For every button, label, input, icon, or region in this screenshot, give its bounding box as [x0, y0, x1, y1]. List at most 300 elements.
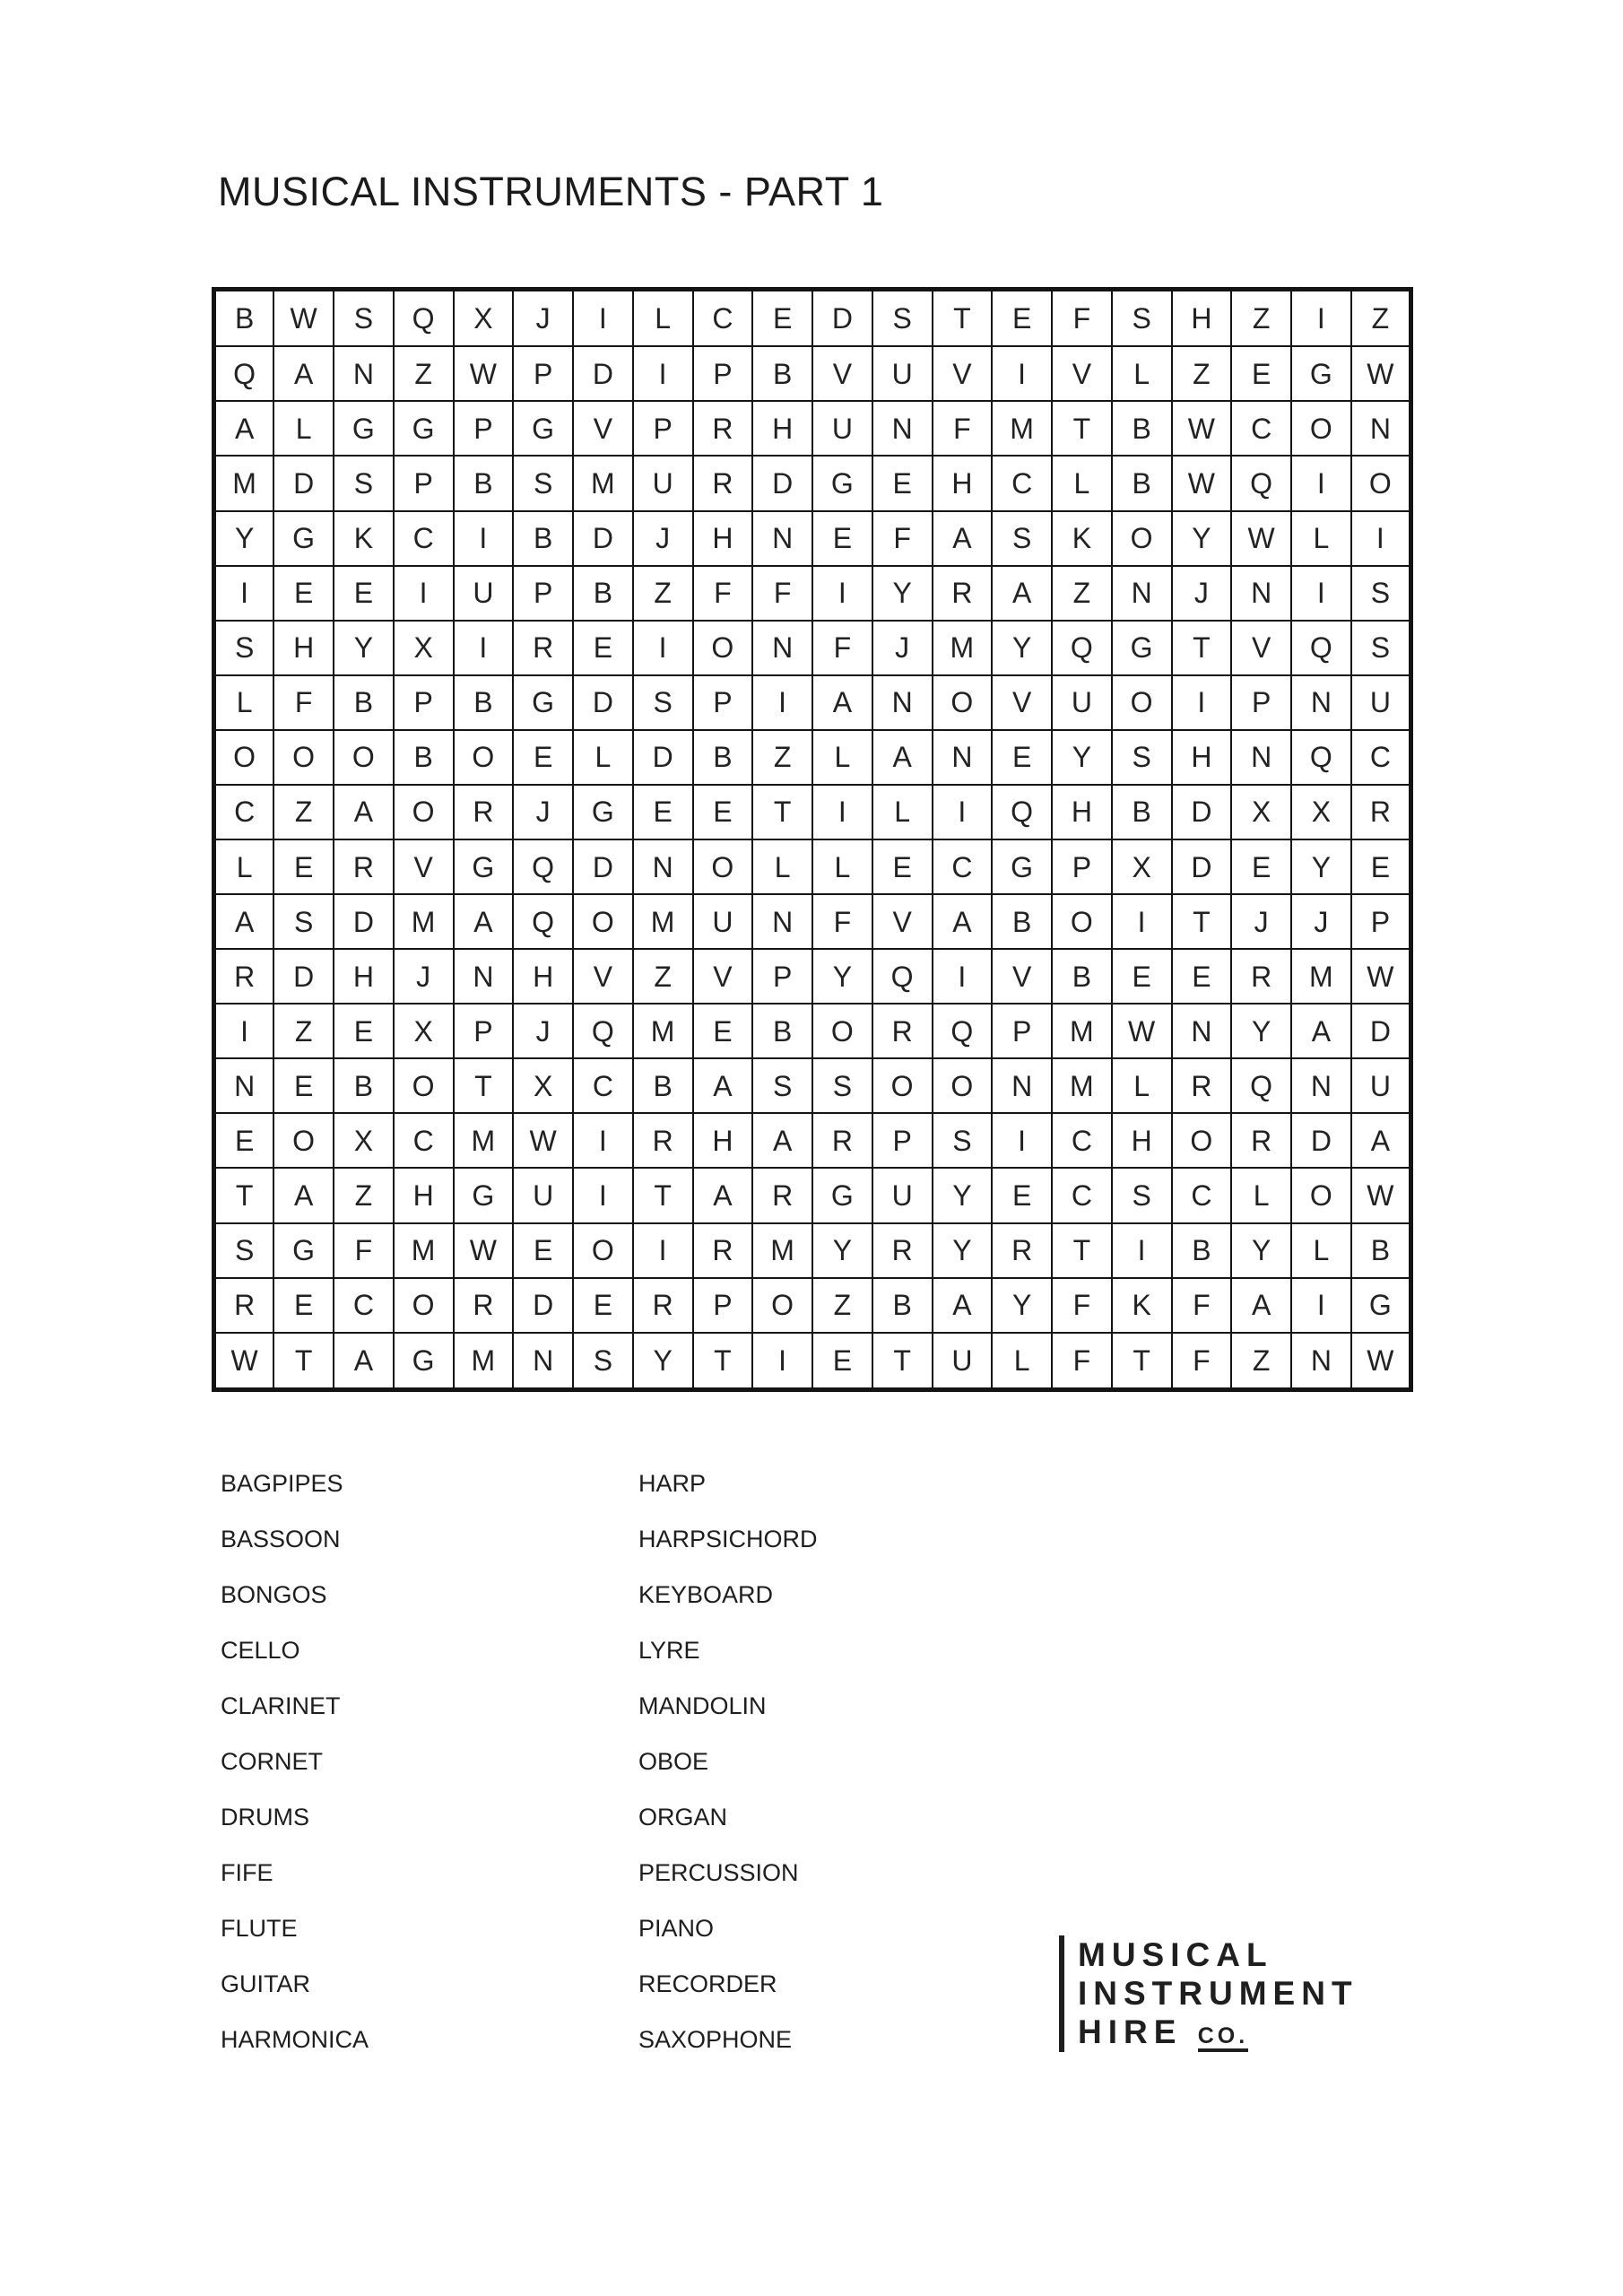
grid-cell: R [812, 1113, 872, 1168]
brand-logo [1059, 1935, 1358, 2052]
grid-cell: O [1112, 675, 1172, 730]
grid-cell: E [214, 1113, 274, 1168]
grid-cell: C [1052, 1168, 1112, 1222]
word-list-item: CELLO [221, 1637, 300, 1664]
grid-cell: A [1231, 1278, 1291, 1333]
grid-cell: Z [1172, 346, 1232, 401]
grid-cell: P [693, 1278, 753, 1333]
grid-cell: O [273, 730, 334, 785]
grid-cell: I [1291, 290, 1351, 347]
grid-cell: B [454, 456, 514, 510]
grid-cell: D [1291, 1113, 1351, 1168]
grid-cell: B [693, 730, 753, 785]
word-list-item: OBOE [638, 1748, 709, 1775]
grid-cell: G [454, 839, 514, 894]
grid-cell: A [214, 401, 274, 456]
grid-cell: P [872, 1113, 933, 1168]
grid-cell: S [273, 894, 334, 949]
grid-cell: I [933, 785, 993, 839]
grid-cell: N [1172, 1004, 1232, 1058]
grid-cell: E [633, 785, 693, 839]
grid-cell: K [1052, 511, 1112, 566]
grid-cell: C [334, 1278, 394, 1333]
grid-cell: S [633, 675, 693, 730]
grid-cell: G [1291, 346, 1351, 401]
grid-cell: G [273, 1223, 334, 1278]
grid-cell: Q [573, 1004, 633, 1058]
grid-cell: D [513, 1278, 573, 1333]
grid-cell: T [1052, 1223, 1112, 1278]
grid-cell: H [693, 1113, 753, 1168]
grid-row [214, 839, 1411, 894]
grid-cell: X [454, 290, 514, 347]
grid-cell: N [1231, 730, 1291, 785]
grid-cell: S [1112, 290, 1172, 347]
grid-cell: N [752, 511, 812, 566]
grid-cell: G [513, 401, 573, 456]
grid-cell: Z [1052, 566, 1112, 621]
grid-cell: X [334, 1113, 394, 1168]
grid-cell: M [573, 456, 633, 510]
grid-row [214, 1113, 1411, 1168]
grid-cell: O [214, 730, 274, 785]
grid-cell: N [872, 675, 933, 730]
grid-cell: P [1351, 894, 1411, 949]
grid-cell: D [573, 675, 633, 730]
grid-cell: S [214, 1223, 274, 1278]
grid-cell: E [334, 1004, 394, 1058]
grid-cell: C [1052, 1113, 1112, 1168]
grid-cell: W [214, 1333, 274, 1390]
grid-cell: T [872, 1333, 933, 1390]
grid-row [214, 401, 1411, 456]
grid-cell: E [1231, 346, 1291, 401]
grid-cell: O [394, 1278, 454, 1333]
grid-cell: B [1172, 1223, 1232, 1278]
grid-cell: G [394, 401, 454, 456]
grid-cell: I [573, 1168, 633, 1222]
grid-cell: E [1231, 839, 1291, 894]
grid-row [214, 785, 1411, 839]
grid-cell: C [1351, 730, 1411, 785]
grid-cell: I [394, 566, 454, 621]
grid-cell: L [633, 290, 693, 347]
grid-cell: T [693, 1333, 753, 1390]
grid-cell: T [752, 785, 812, 839]
grid-cell: B [1112, 401, 1172, 456]
grid-cell: G [334, 401, 394, 456]
grid-cell: F [693, 566, 753, 621]
grid-cell: I [1291, 456, 1351, 510]
grid-cell: D [573, 839, 633, 894]
grid-cell: V [573, 949, 633, 1004]
grid-cell: A [992, 566, 1052, 621]
grid-cell: B [1112, 456, 1172, 510]
grid-cell: E [872, 839, 933, 894]
grid-cell: Q [872, 949, 933, 1004]
grid-cell: N [1351, 401, 1411, 456]
grid-cell: B [214, 290, 274, 347]
grid-cell: M [633, 894, 693, 949]
grid-cell: M [1052, 1058, 1112, 1113]
grid-cell: W [273, 290, 334, 347]
grid-cell: S [1351, 621, 1411, 675]
grid-cell: P [693, 346, 753, 401]
grid-cell: O [872, 1058, 933, 1113]
grid-cell: N [513, 1333, 573, 1390]
grid-cell: Q [933, 1004, 993, 1058]
grid-cell: G [812, 456, 872, 510]
grid-cell: D [334, 894, 394, 949]
grid-cell: L [1112, 1058, 1172, 1113]
grid-cell: R [633, 1278, 693, 1333]
grid-cell: R [1172, 1058, 1232, 1113]
grid-cell: B [872, 1278, 933, 1333]
grid-cell: B [992, 894, 1052, 949]
grid-cell: D [573, 511, 633, 566]
word-list-item: FLUTE [221, 1915, 298, 1942]
grid-cell: N [1112, 566, 1172, 621]
grid-cell: O [812, 1004, 872, 1058]
wordsearch-grid-body [214, 290, 1411, 1390]
grid-cell: R [513, 621, 573, 675]
grid-cell: B [513, 511, 573, 566]
grid-cell: M [394, 1223, 454, 1278]
grid-cell: U [1351, 1058, 1411, 1113]
grid-cell: M [1291, 949, 1351, 1004]
grid-cell: H [513, 949, 573, 1004]
grid-cell: N [1291, 675, 1351, 730]
word-list-item: HARP [638, 1470, 707, 1497]
grid-cell: R [693, 1223, 753, 1278]
grid-cell: U [872, 346, 933, 401]
grid-cell: S [752, 1058, 812, 1113]
grid-cell: M [633, 1004, 693, 1058]
word-list-item: LYRE [638, 1637, 700, 1664]
grid-cell: U [872, 1168, 933, 1222]
grid-cell: P [633, 401, 693, 456]
grid-cell: X [1112, 839, 1172, 894]
grid-cell: Y [334, 621, 394, 675]
word-list-item: HARPSICHORD [638, 1526, 818, 1552]
grid-row [214, 730, 1411, 785]
grid-cell: Q [1291, 730, 1351, 785]
grid-cell: C [693, 290, 753, 347]
grid-cell: L [214, 839, 274, 894]
grid-cell: L [1231, 1168, 1291, 1222]
grid-cell: L [273, 401, 334, 456]
grid-cell: P [454, 1004, 514, 1058]
grid-cell: R [992, 1223, 1052, 1278]
grid-cell: E [1112, 949, 1172, 1004]
grid-cell: R [752, 1168, 812, 1222]
grid-cell: H [334, 949, 394, 1004]
grid-cell: Y [1231, 1004, 1291, 1058]
grid-cell: E [812, 1333, 872, 1390]
grid-cell: C [573, 1058, 633, 1113]
grid-cell: N [752, 621, 812, 675]
grid-cell: S [573, 1333, 633, 1390]
grid-cell: D [1351, 1004, 1411, 1058]
grid-cell: I [1112, 1223, 1172, 1278]
grid-cell: I [1291, 566, 1351, 621]
logo-co-suffix: CO. [1198, 2025, 1248, 2052]
grid-row [214, 566, 1411, 621]
grid-cell: C [992, 456, 1052, 510]
grid-cell: U [812, 401, 872, 456]
grid-cell: G [573, 785, 633, 839]
grid-cell: E [273, 839, 334, 894]
grid-cell: T [1052, 401, 1112, 456]
grid-cell: R [693, 456, 753, 510]
grid-cell: S [334, 290, 394, 347]
grid-cell: X [513, 1058, 573, 1113]
grid-cell: Z [752, 730, 812, 785]
grid-cell: W [1351, 949, 1411, 1004]
grid-cell: U [633, 456, 693, 510]
grid-cell: F [1052, 1278, 1112, 1333]
grid-row [214, 894, 1411, 949]
grid-cell: O [933, 675, 993, 730]
grid-cell: N [992, 1058, 1052, 1113]
grid-cell: W [454, 346, 514, 401]
grid-cell: O [693, 839, 753, 894]
grid-cell: Y [1052, 730, 1112, 785]
grid-cell: M [214, 456, 274, 510]
grid-cell: N [933, 730, 993, 785]
grid-cell: A [933, 894, 993, 949]
grid-cell: I [812, 566, 872, 621]
grid-cell: O [454, 730, 514, 785]
grid-cell: T [273, 1333, 334, 1390]
grid-cell: E [573, 621, 633, 675]
grid-cell: E [513, 730, 573, 785]
grid-cell: J [513, 785, 573, 839]
grid-cell: E [513, 1223, 573, 1278]
grid-cell: B [752, 1004, 812, 1058]
grid-cell: F [334, 1223, 394, 1278]
word-list-item: MANDOLIN [638, 1692, 767, 1719]
grid-cell: Z [1351, 290, 1411, 347]
grid-cell: M [454, 1113, 514, 1168]
grid-cell: Z [1231, 1333, 1291, 1390]
grid-cell: S [872, 290, 933, 347]
word-list-item: BONGOS [221, 1581, 327, 1608]
logo-line-instrument: INSTRUMENT [1078, 1975, 1358, 2012]
grid-cell: R [334, 839, 394, 894]
grid-cell: U [1351, 675, 1411, 730]
grid-cell: Q [513, 894, 573, 949]
grid-cell: P [394, 456, 454, 510]
grid-cell: G [273, 511, 334, 566]
grid-cell: R [454, 1278, 514, 1333]
word-list-item: FIFE [221, 1859, 273, 1886]
grid-cell: S [992, 511, 1052, 566]
grid-cell: S [1351, 566, 1411, 621]
grid-cell: O [334, 730, 394, 785]
grid-cell: T [454, 1058, 514, 1113]
grid-cell: U [513, 1168, 573, 1222]
grid-cell: R [693, 401, 753, 456]
grid-cell: E [573, 1278, 633, 1333]
grid-cell: Q [1231, 456, 1291, 510]
grid-cell: G [1351, 1278, 1411, 1333]
grid-cell: Z [273, 1004, 334, 1058]
grid-cell: T [933, 290, 993, 347]
grid-cell: A [933, 511, 993, 566]
grid-cell: I [752, 675, 812, 730]
grid-cell: Z [812, 1278, 872, 1333]
grid-cell: W [1351, 1168, 1411, 1222]
grid-cell: L [573, 730, 633, 785]
grid-cell: W [1351, 1333, 1411, 1390]
grid-cell: N [1291, 1058, 1351, 1113]
grid-cell: L [812, 730, 872, 785]
grid-cell: R [933, 566, 993, 621]
grid-cell: O [573, 894, 633, 949]
grid-cell: O [573, 1223, 633, 1278]
grid-cell: D [633, 730, 693, 785]
grid-cell: Y [992, 1278, 1052, 1333]
grid-cell: J [513, 1004, 573, 1058]
grid-cell: F [1172, 1333, 1232, 1390]
grid-cell: S [513, 456, 573, 510]
grid-cell: Z [394, 346, 454, 401]
grid-cell: R [1231, 1113, 1291, 1168]
grid-cell: U [693, 894, 753, 949]
grid-cell: C [214, 785, 274, 839]
grid-cell: T [214, 1168, 274, 1222]
grid-cell: G [812, 1168, 872, 1222]
grid-cell: F [752, 566, 812, 621]
grid-cell: Q [1052, 621, 1112, 675]
grid-cell: Q [394, 290, 454, 347]
grid-cell: B [1112, 785, 1172, 839]
grid-cell: O [1052, 894, 1112, 949]
word-list-item: BASSOON [221, 1526, 341, 1552]
grid-cell: T [1172, 894, 1232, 949]
grid-cell: O [394, 1058, 454, 1113]
grid-cell: G [992, 839, 1052, 894]
grid-cell: A [334, 1333, 394, 1390]
grid-cell: C [1231, 401, 1291, 456]
grid-cell: P [1052, 839, 1112, 894]
grid-cell: F [1172, 1278, 1232, 1333]
grid-cell: V [1052, 346, 1112, 401]
grid-cell: Y [1172, 511, 1232, 566]
grid-cell: W [1231, 511, 1291, 566]
grid-cell: S [1112, 1168, 1172, 1222]
grid-cell: X [1291, 785, 1351, 839]
grid-cell: Y [872, 566, 933, 621]
grid-cell: F [1052, 1333, 1112, 1390]
grid-cell: M [394, 894, 454, 949]
grid-row [214, 1278, 1411, 1333]
grid-cell: C [1172, 1168, 1232, 1222]
grid-cell: J [633, 511, 693, 566]
grid-cell: N [872, 401, 933, 456]
grid-cell: I [454, 621, 514, 675]
grid-cell: Q [1291, 621, 1351, 675]
grid-cell: U [1052, 675, 1112, 730]
grid-cell: N [752, 894, 812, 949]
grid-cell: I [633, 1223, 693, 1278]
grid-cell: F [933, 401, 993, 456]
logo-line-musical: MUSICAL [1078, 1936, 1273, 1973]
grid-cell: H [933, 456, 993, 510]
grid-cell: F [1052, 290, 1112, 347]
grid-cell: S [214, 621, 274, 675]
grid-row [214, 456, 1411, 510]
grid-cell: T [1112, 1333, 1172, 1390]
grid-cell: P [513, 566, 573, 621]
grid-cell: I [752, 1333, 812, 1390]
grid-cell: R [1351, 785, 1411, 839]
grid-cell: Q [513, 839, 573, 894]
grid-cell: O [1172, 1113, 1232, 1168]
grid-cell: L [872, 785, 933, 839]
grid-cell: B [454, 675, 514, 730]
grid-cell: E [872, 456, 933, 510]
grid-cell: H [1112, 1113, 1172, 1168]
grid-cell: D [273, 949, 334, 1004]
grid-cell: J [1172, 566, 1232, 621]
grid-cell: P [1231, 675, 1291, 730]
grid-cell: K [334, 511, 394, 566]
grid-cell: E [1172, 949, 1232, 1004]
grid-cell: U [933, 1333, 993, 1390]
grid-cell: A [933, 1278, 993, 1333]
grid-cell: F [273, 675, 334, 730]
grid-cell: X [1231, 785, 1291, 839]
grid-cell: V [573, 401, 633, 456]
grid-cell: L [1052, 456, 1112, 510]
grid-cell: S [334, 456, 394, 510]
grid-cell: V [933, 346, 993, 401]
grid-cell: R [872, 1223, 933, 1278]
grid-row [214, 1058, 1411, 1113]
word-list-item: CORNET [221, 1748, 323, 1775]
grid-cell: E [992, 730, 1052, 785]
grid-cell: I [992, 346, 1052, 401]
wordsearch-grid [212, 287, 1413, 1392]
grid-cell: P [394, 675, 454, 730]
word-list-item: ORGAN [638, 1804, 728, 1831]
grid-cell: Y [812, 949, 872, 1004]
grid-cell: N [214, 1058, 274, 1113]
grid-cell: A [812, 675, 872, 730]
grid-cell: W [1112, 1004, 1172, 1058]
grid-cell: O [752, 1278, 812, 1333]
grid-cell: V [693, 949, 753, 1004]
grid-cell: B [334, 675, 394, 730]
grid-cell: E [693, 785, 753, 839]
grid-cell: D [1172, 839, 1232, 894]
grid-cell: Y [812, 1223, 872, 1278]
grid-cell: I [933, 949, 993, 1004]
grid-cell: P [992, 1004, 1052, 1058]
grid-cell: C [394, 1113, 454, 1168]
word-list-item: PERCUSSION [638, 1859, 799, 1886]
grid-cell: H [1052, 785, 1112, 839]
grid-cell: J [872, 621, 933, 675]
grid-cell: G [454, 1168, 514, 1222]
grid-cell: I [992, 1113, 1052, 1168]
grid-cell: R [214, 949, 274, 1004]
grid-cell: M [992, 401, 1052, 456]
grid-cell: Y [933, 1223, 993, 1278]
grid-cell: B [394, 730, 454, 785]
